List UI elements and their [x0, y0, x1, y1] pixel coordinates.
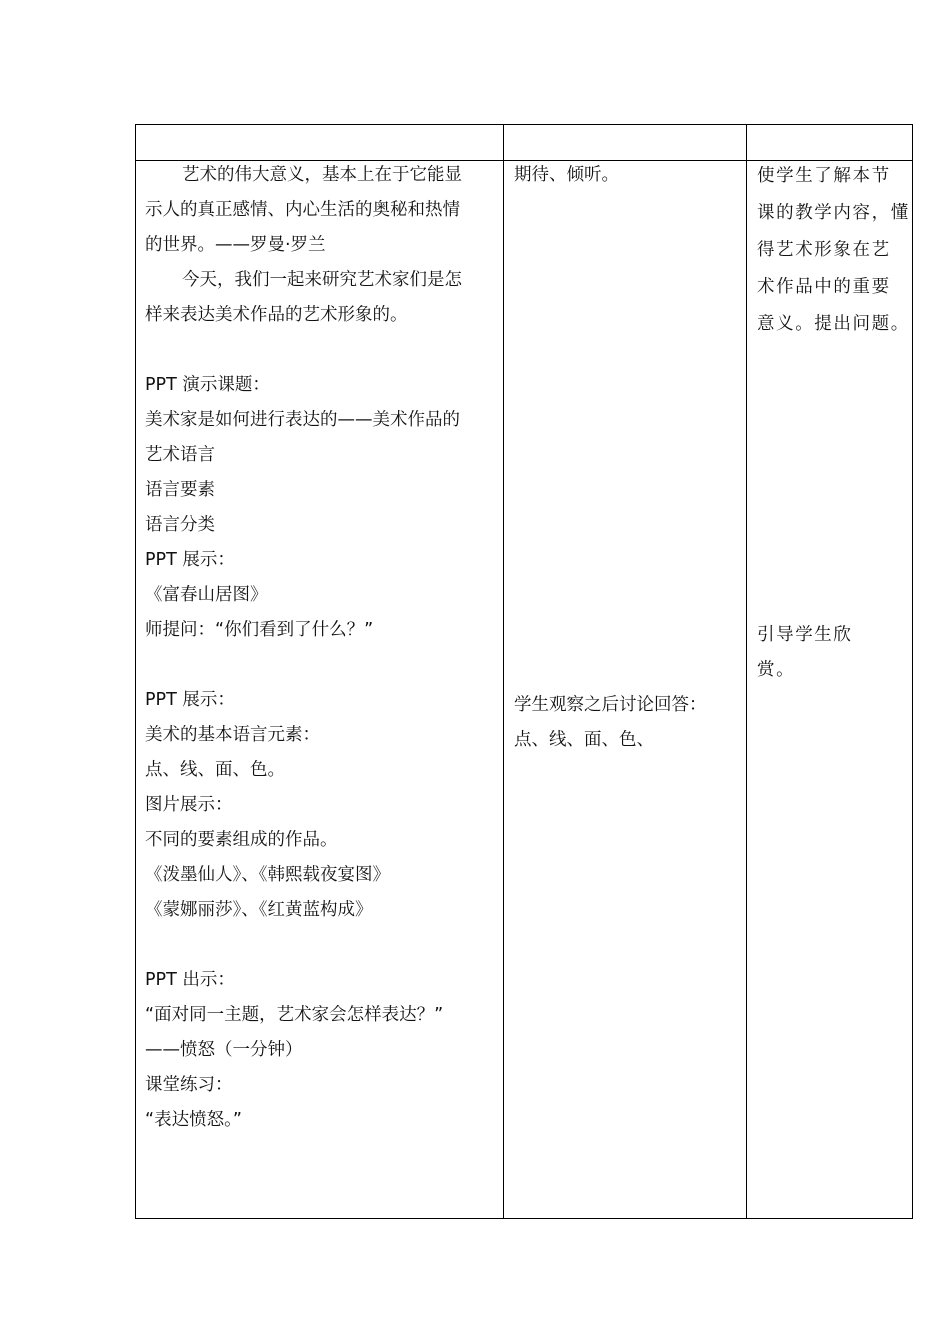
student-activity-line: 期待、倾听。 — [514, 165, 619, 185]
teaching-content-line: PPT 展示： — [145, 690, 235, 710]
teaching-content-line: 《富春山居图》 — [145, 585, 268, 605]
teaching-content-line: 语言要素 — [145, 480, 215, 500]
blank-line — [145, 928, 462, 963]
teaching-content-line: 语言分类 — [145, 515, 215, 535]
teaching-content-line: “面对同一主题，艺术家会怎样表达？” — [145, 1005, 444, 1025]
teaching-content-line: 师提问：“你们看到了什么？” — [145, 620, 374, 640]
design-intent-line: 术作品中的重要 — [757, 277, 891, 297]
teaching-content-line: “表达愤怒。” — [145, 1110, 242, 1130]
column-divider-1 — [503, 125, 504, 1218]
teaching-content-line: 课堂练习： — [145, 1075, 233, 1095]
design-intent-line: 得艺术形象在艺 — [757, 240, 891, 260]
column-divider-2 — [746, 125, 747, 1218]
teaching-content-line: 今天，我们一起来研究艺术家们是怎 — [182, 270, 462, 290]
lesson-plan-table — [135, 124, 913, 1219]
teaching-content-line: 美术家是如何进行表达的——美术作品的 — [145, 410, 460, 430]
design-intent-line: 意义。提出问题。 — [757, 314, 910, 334]
teaching-content-line: 示人的真正感情、内心生活的奥秘和热情 — [145, 200, 460, 220]
design-intent-line: 使学生了解本节 — [757, 166, 891, 186]
teaching-content-line: 不同的要素组成的作品。 — [145, 830, 338, 850]
teaching-content-line: ——愤怒（一分钟） — [145, 1040, 303, 1060]
teaching-content-line: 艺术语言 — [145, 445, 215, 465]
teaching-content-line: 的世界。——罗曼·罗兰 — [145, 235, 326, 255]
teaching-content-line: 艺术的伟大意义，基本上在于它能显 — [182, 165, 462, 185]
teaching-content-line: PPT 演示课题： — [145, 375, 270, 395]
student-activity-line: 点、线、面、色、 — [514, 730, 654, 750]
design-intent-appreciation — [757, 618, 853, 688]
student-activity-line: 学生观察之后讨论回答： — [514, 695, 707, 715]
student-activity-discussion — [514, 688, 707, 758]
teaching-content-line: 点、线、面、色。 — [145, 760, 285, 780]
teaching-content-line: 《泼墨仙人》、《韩熙载夜宴图》 — [145, 865, 390, 885]
teaching-content-line: PPT 出示： — [145, 970, 235, 990]
teaching-content-line: 美术的基本语言元素： — [145, 725, 320, 745]
blank-line — [145, 333, 462, 368]
design-intent-line: 赏。 — [757, 660, 796, 680]
teaching-content-line: 《蒙娜丽莎》、《红黄蓝构成》 — [145, 900, 373, 920]
design-intent-intro — [757, 158, 910, 343]
teaching-content-line: 图片展示： — [145, 795, 233, 815]
teaching-content-line: 样来表达美术作品的艺术形象的。 — [145, 305, 408, 325]
blank-line — [145, 648, 462, 683]
student-activity-intro — [514, 158, 619, 193]
teaching-content-line: PPT 展示： — [145, 550, 235, 570]
design-intent-line: 课的教学内容，懂 — [757, 203, 910, 223]
design-intent-line: 引导学生欣 — [757, 625, 853, 645]
teaching-content-cell — [145, 158, 462, 1138]
